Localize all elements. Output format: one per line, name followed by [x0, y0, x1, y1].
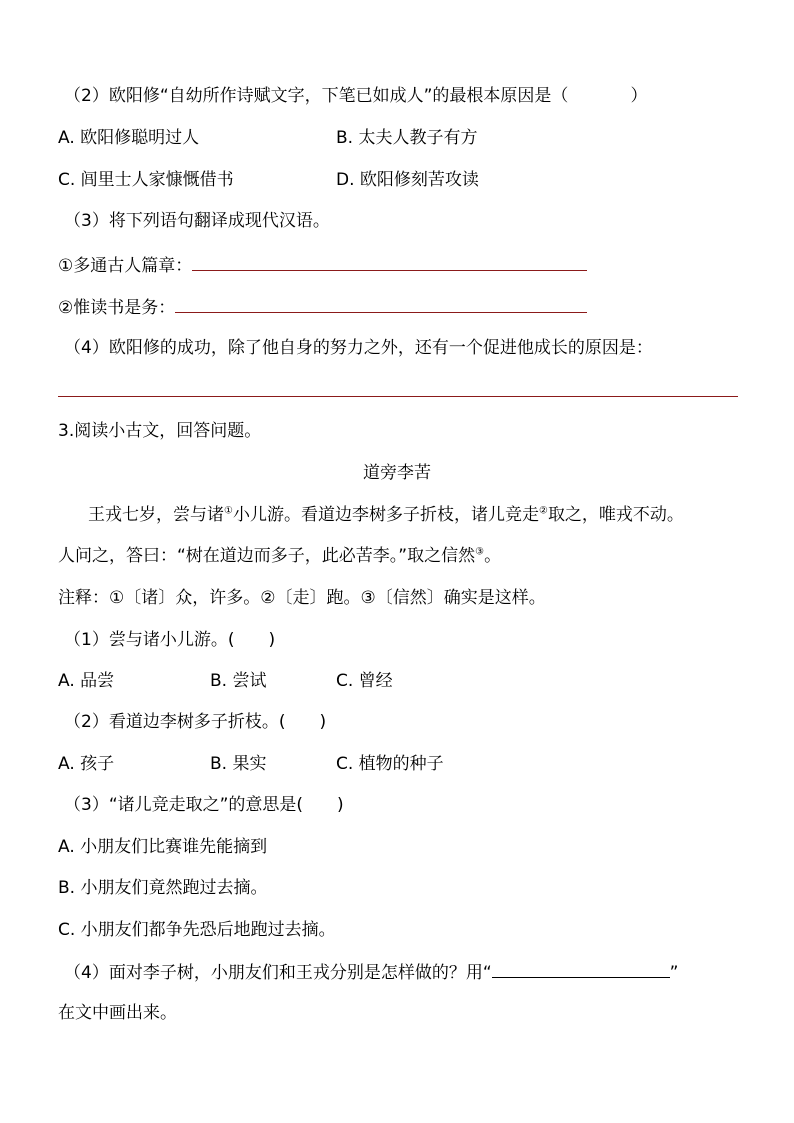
subquestion-4-text: （4）面对李子树，小朋友们和王戎分别是怎样做的？用“ [64, 963, 492, 983]
sub1-option-a: A. 品尝 [58, 671, 115, 691]
option-d: D. 欧阳修刻苦攻读 [336, 170, 479, 190]
passage-paragraph-1 [88, 503, 684, 527]
question-3-stem: （3）将下列语句翻译成现代汉语。 [64, 211, 330, 231]
passage-notes: 注释：①〔诸〕众，许多。②〔走〕跑。③〔信然〕确实是这样。 [58, 588, 546, 608]
sub1-option-c: C. 曾经 [336, 671, 393, 691]
footnote-marker-3: ③ [475, 546, 485, 558]
footnote-marker-2: ② [538, 505, 548, 517]
question-2-text: （2）欧阳修“自幼所作诗赋文字，下笔已如成人”的最根本原因是（ [64, 86, 569, 106]
answer-line[interactable] [58, 396, 738, 397]
passage-text: 王戎七岁，尝与诸 [88, 505, 224, 525]
passage-text: 人问之，答曰：“树在道边而多子，此必苦李。”取之信然 [58, 546, 476, 566]
subquestion-1-stem: （1）尝与诸小儿游。( ) [64, 630, 276, 650]
subquestion-4-close-quote: ” [669, 963, 679, 983]
translation-item-1-label: ①多通古人篇章： [58, 256, 193, 276]
passage-text: 小儿游。看道边李树多子折枝，诸儿竞走 [232, 505, 539, 525]
footnote-marker-1: ① [224, 505, 233, 517]
translation-item-1 [58, 252, 587, 278]
sub3-option-b: B. 小朋友们竟然跑过去摘。 [58, 878, 268, 898]
subquestion-4-stem [64, 959, 678, 985]
underline-sample [492, 959, 670, 978]
sub2-option-a: A. 孩子 [58, 754, 115, 774]
subquestion-2-stem: （2）看道边李树多子折枝。( ) [64, 712, 327, 732]
option-c: C. 闾里士人家慷慨借书 [58, 170, 234, 190]
translation-item-2 [58, 294, 587, 320]
passage-paragraph-2 [58, 544, 501, 568]
subquestion-3-stem: （3）“诸儿竞走取之”的意思是( ) [64, 795, 344, 815]
sub1-option-b: B. 尝试 [210, 671, 267, 691]
subquestion-4-continuation: 在文中画出来。 [58, 1003, 177, 1023]
translation-item-2-label: ②惟读书是务： [58, 298, 176, 318]
question-4-stem: （4）欧阳修的成功，除了他自身的努力之外，还有一个促进他成长的原因是： [64, 338, 653, 358]
question-2-close-paren: ） [630, 86, 648, 106]
option-b: B. 太夫人教子有方 [336, 128, 478, 148]
passage-text: 。 [484, 546, 502, 566]
sub2-option-c: C. 植物的种子 [336, 754, 444, 774]
translation-1-blank[interactable] [192, 252, 587, 271]
question-2-stem [64, 84, 647, 108]
passage-title: 道旁李苦 [363, 463, 431, 483]
section-3-heading: 3.阅读小古文，回答问题。 [58, 421, 262, 441]
sub3-option-c: C. 小朋友们都争先恐后地跑过去摘。 [58, 920, 336, 940]
option-a: A. 欧阳修聪明过人 [58, 128, 200, 148]
translation-2-blank[interactable] [175, 294, 587, 313]
sub2-option-b: B. 果实 [210, 754, 267, 774]
passage-text: 取之，唯戎不动。 [547, 505, 684, 525]
sub3-option-a: A. 小朋友们比赛谁先能摘到 [58, 837, 268, 857]
